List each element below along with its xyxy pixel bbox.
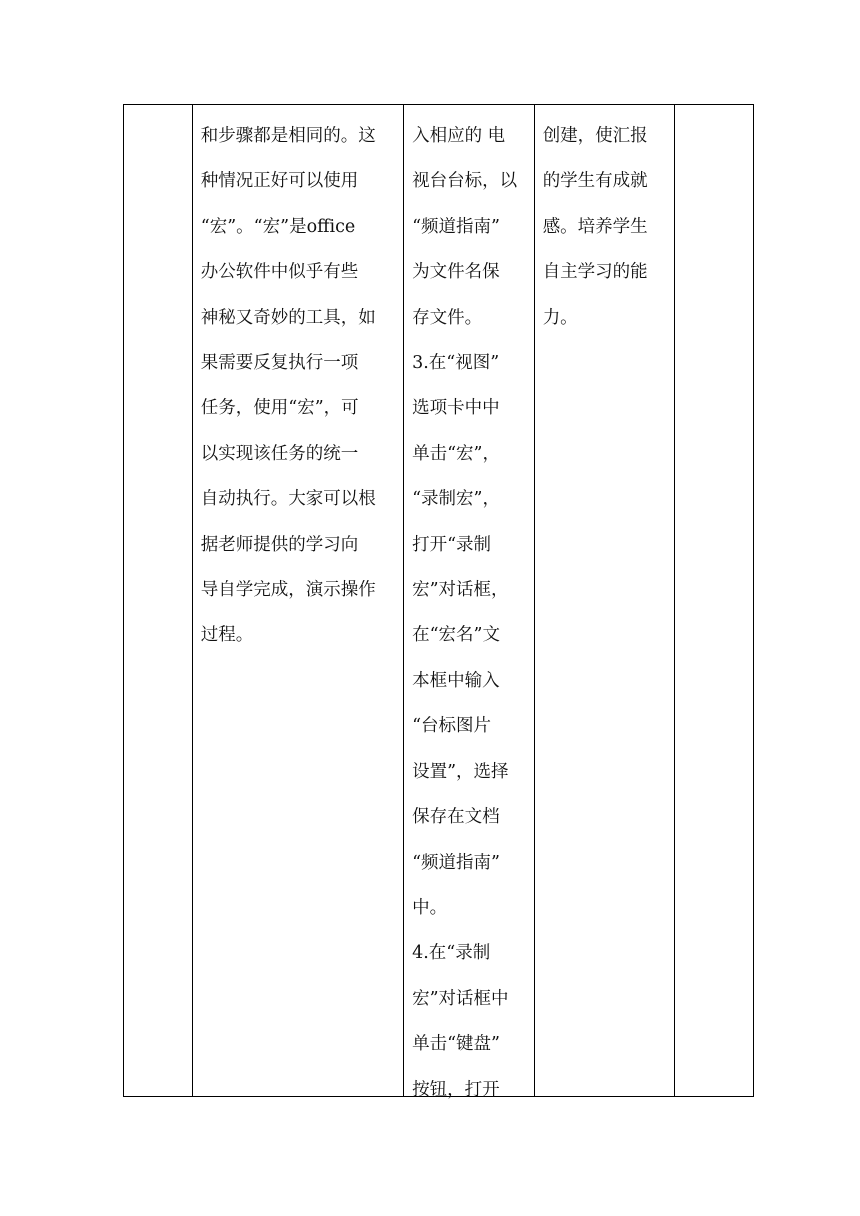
text-line: 的学生有成就 bbox=[542, 171, 648, 192]
text-line: 选项卡中中 bbox=[412, 398, 500, 419]
text-line: 存文件。 bbox=[412, 307, 483, 328]
text-line: 保存在文档 bbox=[412, 807, 500, 828]
text-line: 自主学习的能 bbox=[542, 262, 648, 283]
text-line: 中。 bbox=[412, 897, 448, 918]
text-line: 感。培养学生 bbox=[542, 216, 648, 237]
text-line: 入相应的 电 bbox=[412, 126, 506, 146]
text-line: 单击“宏”， bbox=[412, 443, 501, 464]
text-line: 据老师提供的学习向 bbox=[200, 534, 359, 555]
table-column-2 bbox=[193, 105, 404, 1096]
text-line: 神秘又奇妙的工具，如 bbox=[200, 307, 376, 328]
table-column-4 bbox=[535, 105, 676, 1096]
text-line: 以实现该任务的统一 bbox=[200, 443, 359, 464]
text-line: 宏”对话框中 bbox=[412, 988, 509, 1009]
teacher-activity-text bbox=[201, 114, 397, 659]
text-line: 自动执行。大家可以根 bbox=[200, 489, 376, 510]
text-line: 创建，使汇报 bbox=[542, 126, 648, 146]
text-line: 本框中输入 bbox=[412, 670, 500, 691]
student-activity-text bbox=[412, 114, 528, 1113]
text-line: “宏”。“宏”是office bbox=[200, 216, 356, 237]
text-line: “频道指南” bbox=[412, 852, 501, 873]
text-line: 视台台标，以 bbox=[412, 171, 518, 192]
design-intent-text bbox=[543, 114, 669, 341]
text-line: 按钮，打开 bbox=[412, 1079, 500, 1100]
text-line: 导自学完成，演示操作 bbox=[200, 580, 376, 601]
text-line: 和步骤都是相同的。这 bbox=[200, 126, 376, 146]
text-line: 果需要反复执行一项 bbox=[200, 353, 359, 374]
text-line: 4.在“录制 bbox=[412, 943, 491, 964]
text-line: 任务，使用“宏”，可 bbox=[200, 398, 359, 419]
text-line: 单击“键盘” bbox=[412, 1034, 501, 1055]
text-line: “台标图片 bbox=[412, 716, 492, 737]
text-line: 力。 bbox=[542, 307, 578, 328]
text-line: 办公软件中似乎有些 bbox=[200, 262, 359, 283]
table-column-1 bbox=[124, 105, 193, 1096]
lesson-plan-table bbox=[123, 104, 754, 1100]
text-line: “频道指南” bbox=[412, 216, 501, 237]
text-line: “录制宏”， bbox=[412, 489, 501, 510]
text-line: 在“宏名”文 bbox=[412, 625, 501, 646]
text-line: 设置”，选择 bbox=[412, 761, 509, 782]
text-line: 种情况正好可以使用 bbox=[200, 171, 359, 192]
text-line: 3.在“视图” bbox=[412, 353, 500, 374]
text-line: 为文件名保 bbox=[412, 262, 500, 283]
text-line: 打开“录制 bbox=[412, 534, 492, 555]
text-line: 过程。 bbox=[200, 625, 254, 646]
table-column-3 bbox=[404, 105, 535, 1100]
text-line: 宏”对话框， bbox=[412, 580, 509, 601]
table-column-5 bbox=[675, 105, 753, 1096]
